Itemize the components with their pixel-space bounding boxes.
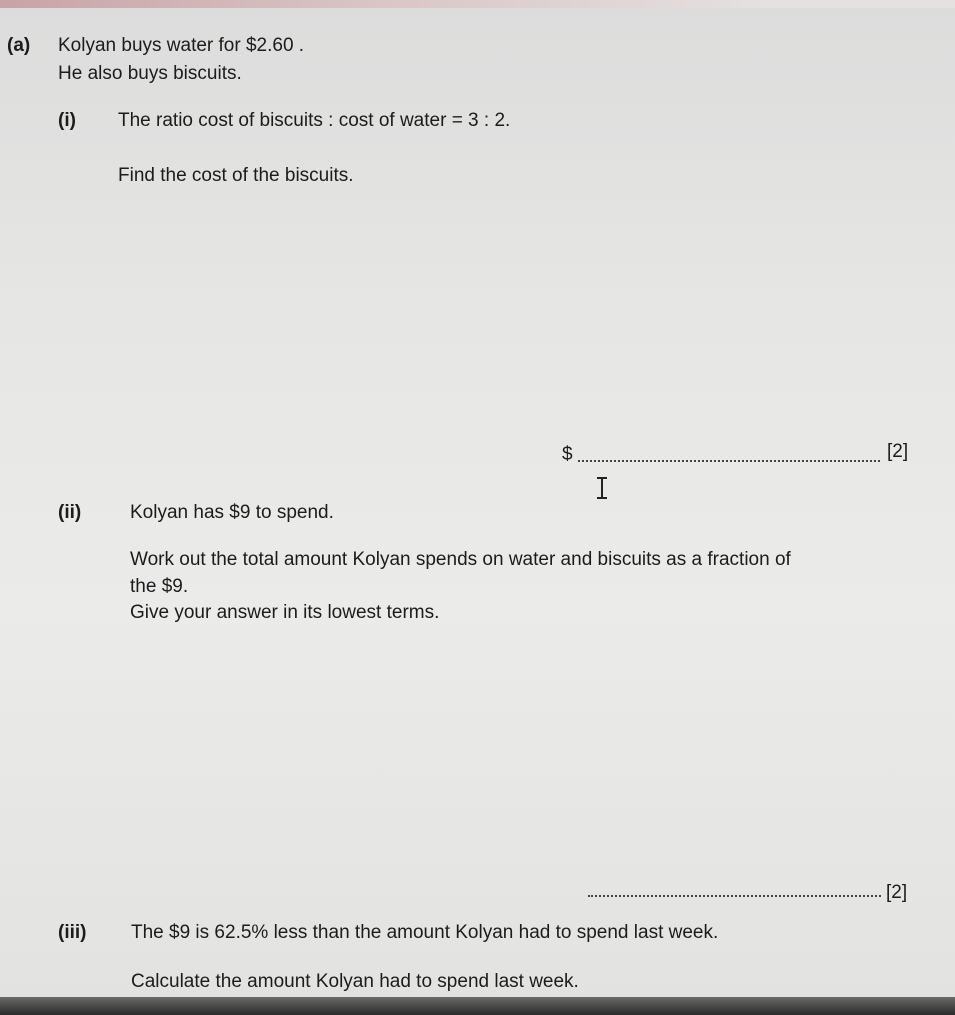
bottom-edge <box>0 997 955 1015</box>
part-i-statement: The ratio cost of biscuits : cost of water = 3 : 2. <box>118 110 511 131</box>
part-ii-label: (ii) <box>58 502 82 523</box>
part-iii-label: (iii) <box>58 922 87 943</box>
marks-i: [2] <box>887 441 909 462</box>
part-iii-question: Calculate the amount Kolyan had to spend last week. <box>131 971 579 992</box>
part-a-line2: He also buys biscuits. <box>58 63 242 84</box>
part-i-label: (i) <box>58 110 76 131</box>
answer-line-i[interactable] <box>578 460 880 462</box>
part-ii-question-line3: Give your answer in its lowest terms. <box>130 602 440 623</box>
part-a-label: (a) <box>7 35 31 56</box>
answer-prefix-dollar: $ <box>562 444 573 465</box>
part-ii-question-line2: the $9. <box>130 576 189 597</box>
part-a-line1: Kolyan buys water for $2.60 . <box>58 35 305 56</box>
part-i-question: Find the cost of the biscuits. <box>118 165 354 186</box>
part-iii-statement: The $9 is 62.5% less than the amount Kolyan had to spend last week. <box>131 922 719 943</box>
part-ii-question-line1: Work out the total amount Kolyan spends on water and biscuits as a fraction of <box>130 549 791 570</box>
text-cursor-icon <box>595 476 609 500</box>
marks-ii: [2] <box>886 882 908 903</box>
part-ii-statement: Kolyan has $9 to spend. <box>130 502 334 523</box>
answer-line-ii[interactable] <box>588 895 881 897</box>
top-edge <box>0 0 955 8</box>
